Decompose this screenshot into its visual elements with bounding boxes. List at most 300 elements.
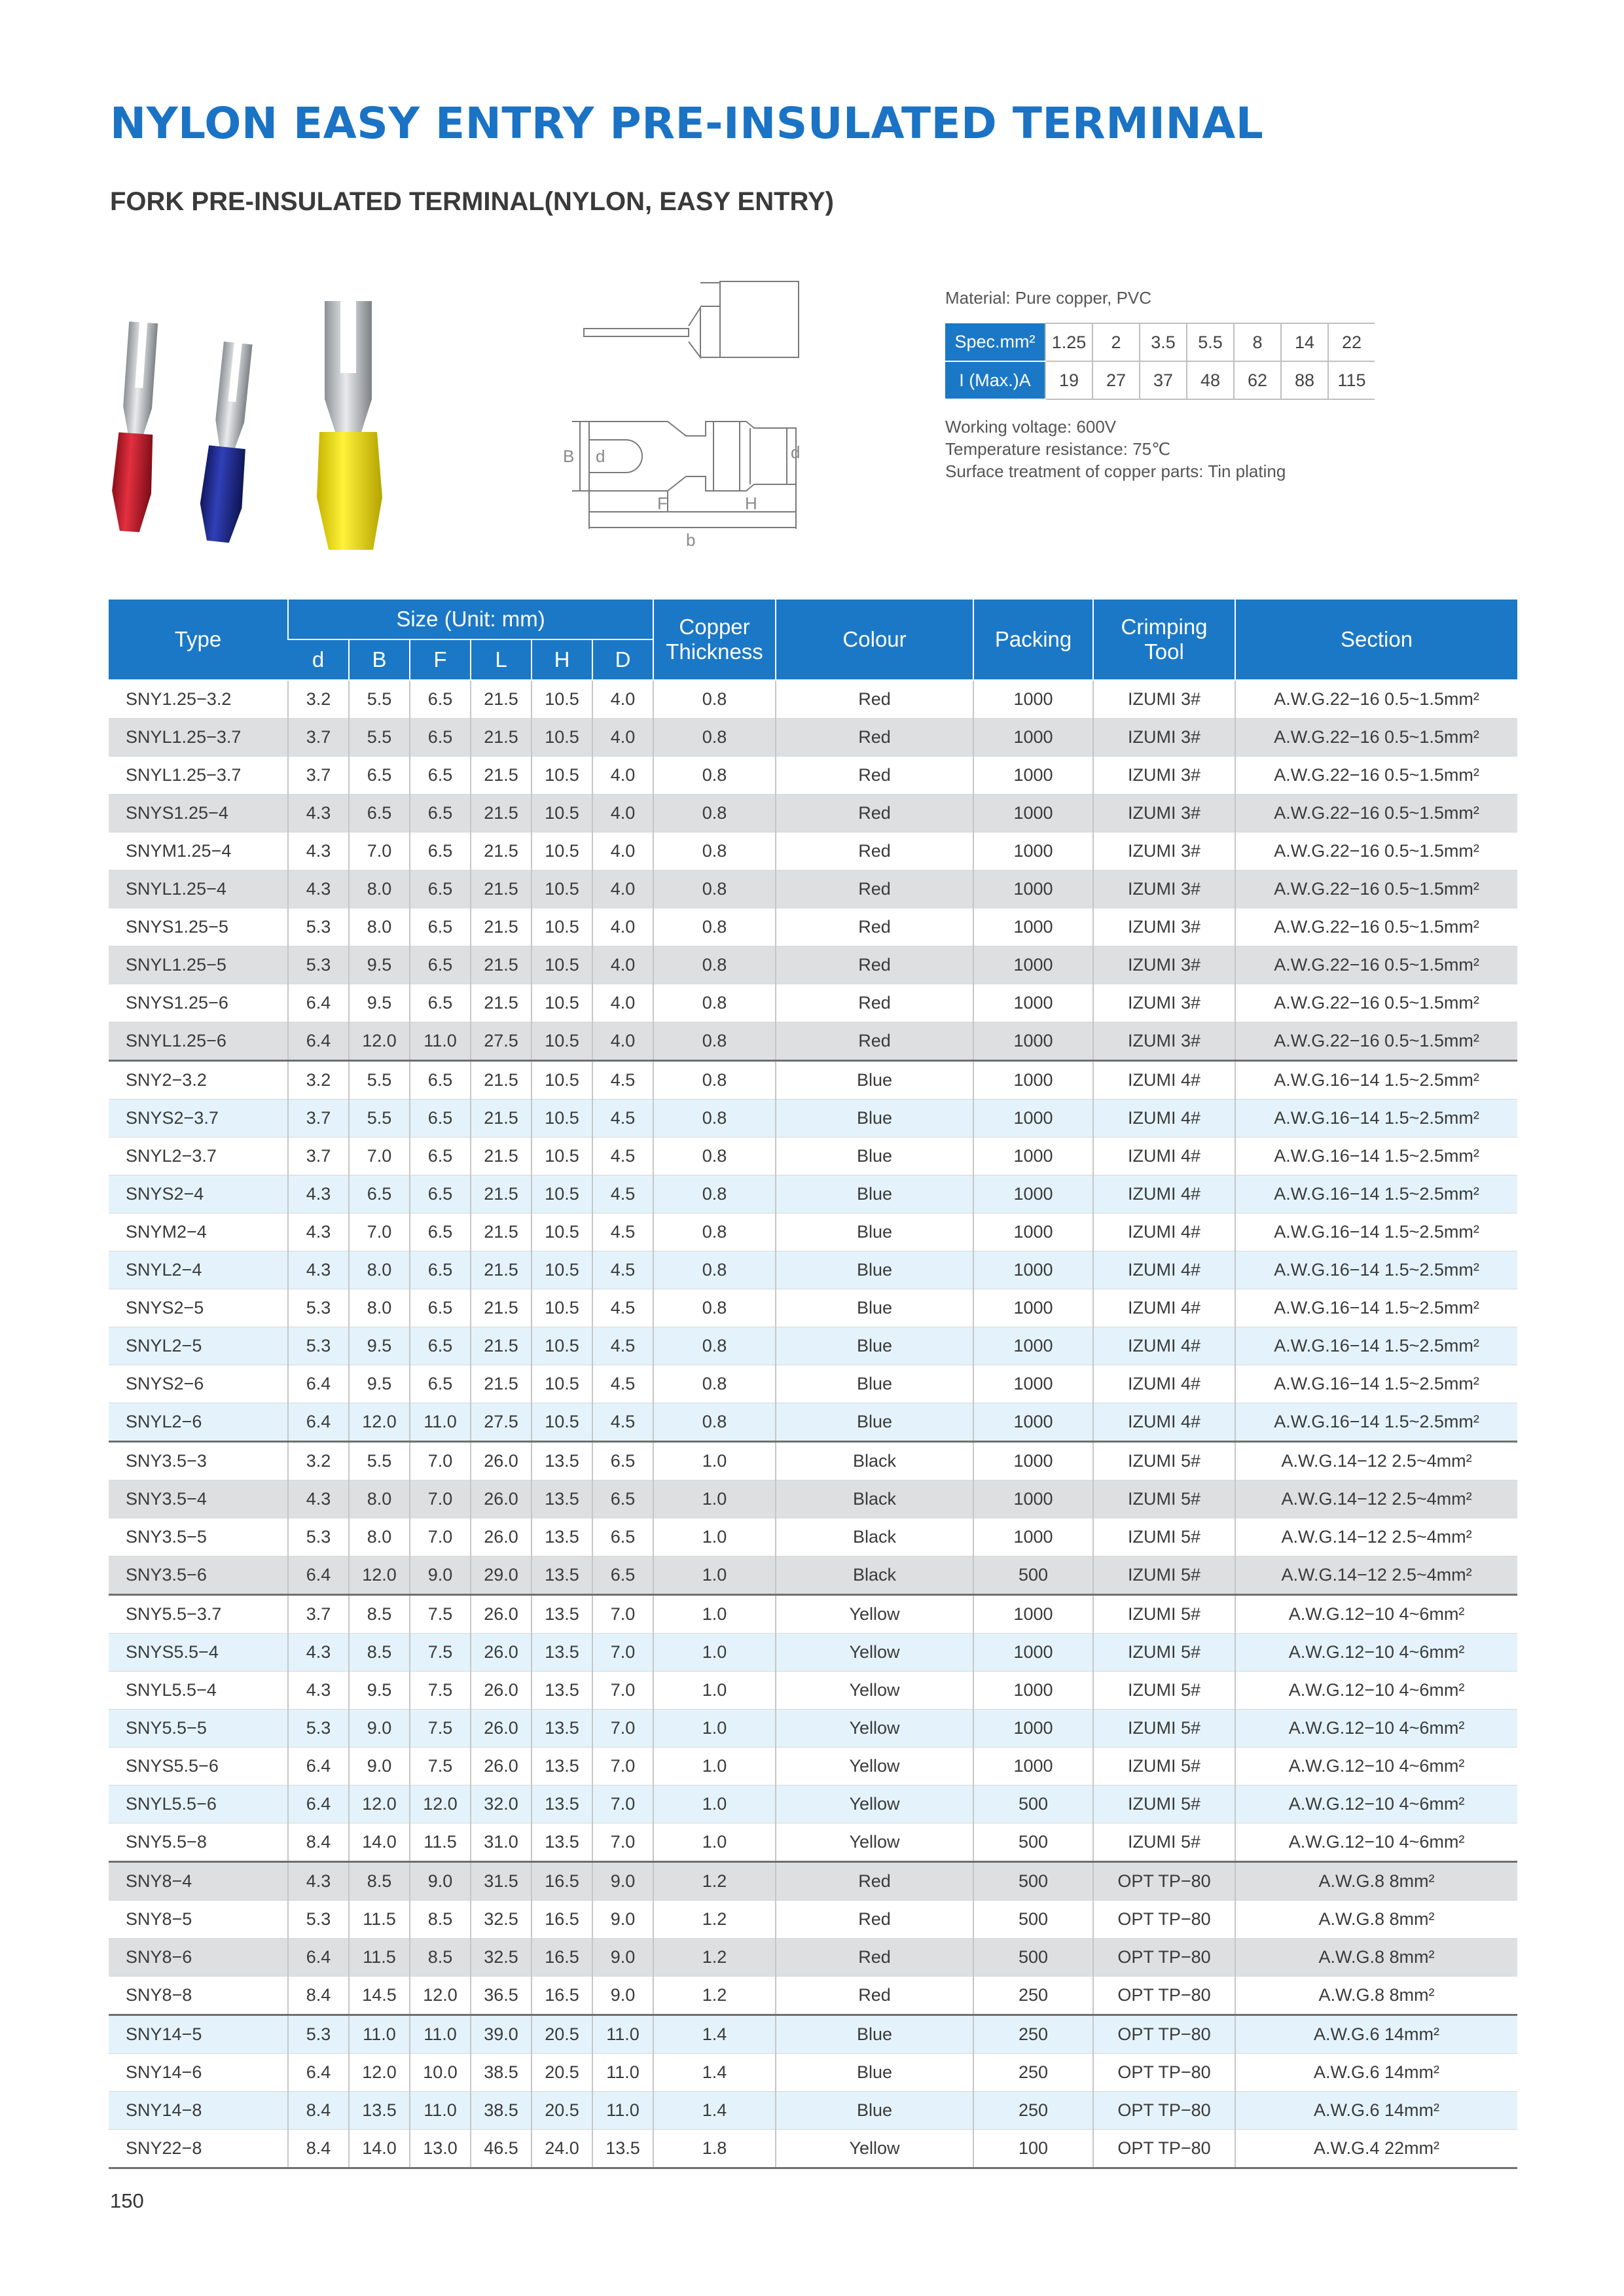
table-cell: SNYL1.25−6 [109, 1022, 288, 1061]
table-cell: 31.5 [471, 1862, 532, 1901]
header-copper-thickness [653, 600, 776, 680]
table-cell: 5.3 [288, 2015, 349, 2054]
table-cell: A.W.G.22−16 0.5~1.5mm² [1235, 680, 1517, 719]
table-cell: 0.8 [653, 1061, 776, 1100]
spec-value: 5.5 [1187, 323, 1234, 361]
table-cell: A.W.G.16−14 1.5~2.5mm² [1235, 1213, 1517, 1251]
table-cell: 1.0 [653, 1823, 776, 1862]
table-cell: 3.7 [288, 719, 349, 757]
table-cell: 26.0 [471, 1672, 532, 1710]
table-cell: A.W.G.16−14 1.5~2.5mm² [1235, 1100, 1517, 1138]
table-cell: 8.4 [288, 1977, 349, 2015]
table-row [109, 1251, 1517, 1289]
table-cell: 8.4 [288, 1823, 349, 1862]
table-cell: 10.5 [532, 1100, 592, 1138]
table-cell: 4.5 [592, 1138, 653, 1175]
spec-value: 2 [1092, 323, 1140, 361]
table-cell: 26.0 [471, 1480, 532, 1518]
table-cell: 7.0 [592, 1823, 653, 1862]
table-cell: 6.5 [349, 795, 410, 833]
table-row [109, 1289, 1517, 1327]
table-cell: 4.3 [288, 795, 349, 833]
table-cell: 21.5 [471, 1327, 532, 1365]
table-cell: 1000 [973, 1327, 1093, 1365]
table-cell: 1.0 [653, 1785, 776, 1823]
table-cell: IZUMI 4# [1093, 1251, 1235, 1289]
table-cell: 10.0 [410, 2054, 471, 2092]
table-cell: IZUMI 4# [1093, 1100, 1235, 1138]
table-cell: IZUMI 3# [1093, 680, 1235, 719]
table-cell: IZUMI 3# [1093, 795, 1235, 833]
table-cell: 4.0 [592, 795, 653, 833]
table-cell: Yellow [776, 1748, 973, 1785]
table-cell: SNYS1.25−5 [109, 908, 288, 946]
table-row [109, 1061, 1517, 1100]
table-cell: 38.5 [471, 2092, 532, 2130]
table-cell: IZUMI 4# [1093, 1403, 1235, 1442]
table-cell: 4.0 [592, 946, 653, 984]
table-cell: 8.5 [349, 1595, 410, 1634]
table-cell: 11.0 [410, 2015, 471, 2054]
table-cell: 7.5 [410, 1748, 471, 1785]
yellow-terminal [317, 301, 382, 550]
table-cell: 13.5 [532, 1634, 592, 1672]
table-cell: 500 [973, 1556, 1093, 1595]
table-cell: 11.0 [349, 2015, 410, 2054]
spec-value: 3.5 [1140, 323, 1187, 361]
table-cell: IZUMI 4# [1093, 1061, 1235, 1100]
table-cell: 5.3 [288, 1901, 349, 1939]
table-cell: 21.5 [471, 1213, 532, 1251]
table-cell: 10.5 [532, 1213, 592, 1251]
table-cell: 6.4 [288, 1365, 349, 1403]
table-cell: 6.5 [410, 1251, 471, 1289]
table-cell: 500 [973, 1901, 1093, 1939]
table-cell: 6.5 [349, 757, 410, 795]
table-cell: 4.5 [592, 1289, 653, 1327]
table-cell: A.W.G.14−12 2.5~4mm² [1235, 1442, 1517, 1480]
table-cell: 8.0 [349, 1251, 410, 1289]
table-cell: 1000 [973, 1595, 1093, 1634]
table-cell: SNYL1.25−5 [109, 946, 288, 984]
table-cell: 7.0 [410, 1442, 471, 1480]
table-cell: 7.5 [410, 1710, 471, 1748]
table-cell: 1.2 [653, 1862, 776, 1901]
header-crimping-line2: Tool [1144, 639, 1184, 664]
dim-d-right: d [791, 442, 801, 462]
header-size-H: H [532, 639, 592, 680]
table-cell: 9.0 [592, 1939, 653, 1977]
table-row [109, 1634, 1517, 1672]
table-cell: 1.0 [653, 1518, 776, 1556]
table-cell: A.W.G.16−14 1.5~2.5mm² [1235, 1251, 1517, 1289]
table-cell: SNY14−5 [109, 2015, 288, 2054]
table-cell: 38.5 [471, 2054, 532, 2092]
table-cell: 8.5 [410, 1939, 471, 1977]
table-cell: 10.5 [532, 1289, 592, 1327]
table-cell: 6.5 [349, 1175, 410, 1213]
table-row [109, 1365, 1517, 1403]
table-cell: 13.5 [532, 1710, 592, 1748]
table-cell: SNY8−6 [109, 1939, 288, 1977]
table-cell: 4.5 [592, 1403, 653, 1442]
spec-value: 8 [1234, 323, 1281, 361]
table-cell: 1000 [973, 1634, 1093, 1672]
table-cell: 9.0 [410, 1556, 471, 1595]
table-cell: 9.0 [592, 1862, 653, 1901]
header-size-F: F [410, 639, 471, 680]
table-cell: A.W.G.22−16 0.5~1.5mm² [1235, 795, 1517, 833]
spec-notes [945, 416, 1375, 482]
table-cell: 10.5 [532, 1251, 592, 1289]
table-cell: A.W.G.22−16 0.5~1.5mm² [1235, 984, 1517, 1022]
table-cell: 9.0 [410, 1862, 471, 1901]
table-cell: A.W.G.14−12 2.5~4mm² [1235, 1480, 1517, 1518]
table-cell: IZUMI 5# [1093, 1518, 1235, 1556]
table-cell: OPT TP−80 [1093, 2092, 1235, 2130]
table-cell: IZUMI 3# [1093, 757, 1235, 795]
table-cell: 4.5 [592, 1365, 653, 1403]
table-cell: A.W.G.8 8mm² [1235, 1939, 1517, 1977]
table-cell: 0.8 [653, 1022, 776, 1061]
table-cell: 1.0 [653, 1595, 776, 1634]
table-cell: OPT TP−80 [1093, 1901, 1235, 1939]
table-row [109, 833, 1517, 870]
table-cell: 6.5 [410, 1365, 471, 1403]
table-cell: Blue [776, 2092, 973, 2130]
table-cell: 0.8 [653, 1403, 776, 1442]
table-cell: 1.8 [653, 2130, 776, 2168]
table-cell: SNYS1.25−6 [109, 984, 288, 1022]
page-number: 150 [110, 2189, 144, 2212]
table-cell: A.W.G.14−12 2.5~4mm² [1235, 1556, 1517, 1595]
table-cell: 20.5 [532, 2054, 592, 2092]
current-value: 37 [1140, 361, 1187, 399]
table-cell: 10.5 [532, 795, 592, 833]
table-cell: IZUMI 5# [1093, 1785, 1235, 1823]
table-cell: 3.7 [288, 1138, 349, 1175]
table-cell: SNY1.25−3.2 [109, 680, 288, 719]
table-row [109, 757, 1517, 795]
table-cell: Red [776, 1977, 973, 2015]
header-size-D: D [592, 639, 653, 680]
table-cell: 250 [973, 2015, 1093, 2054]
table-cell: 26.0 [471, 1518, 532, 1556]
table-cell: IZUMI 5# [1093, 1823, 1235, 1862]
temperature-text: Temperature resistance: 75℃ [945, 439, 1171, 459]
table-cell: IZUMI 4# [1093, 1365, 1235, 1403]
table-cell: 1000 [973, 908, 1093, 946]
table-cell: OPT TP−80 [1093, 1862, 1235, 1901]
table-cell: 13.0 [410, 2130, 471, 2168]
table-cell: Blue [776, 1061, 973, 1100]
table-cell: IZUMI 4# [1093, 1289, 1235, 1327]
header-size-L: L [471, 639, 532, 680]
table-cell: Yellow [776, 1785, 973, 1823]
table-cell: Black [776, 1518, 973, 1556]
table-cell: 4.0 [592, 757, 653, 795]
table-cell: 5.3 [288, 1710, 349, 1748]
table-cell: 13.5 [532, 1785, 592, 1823]
table-cell: 10.5 [532, 908, 592, 946]
table-row [109, 1901, 1517, 1939]
table-cell: SNY8−4 [109, 1862, 288, 1901]
table-cell: Yellow [776, 1823, 973, 1862]
table-cell: 4.0 [592, 680, 653, 719]
table-cell: 13.5 [532, 1672, 592, 1710]
table-cell: A.W.G.22−16 0.5~1.5mm² [1235, 833, 1517, 870]
table-cell: Blue [776, 1213, 973, 1251]
table-cell: 9.0 [592, 1901, 653, 1939]
table-cell: 7.0 [349, 1138, 410, 1175]
current-value: 48 [1187, 361, 1234, 399]
table-cell: 7.0 [410, 1518, 471, 1556]
table-cell: A.W.G.12−10 4~6mm² [1235, 1672, 1517, 1710]
table-cell: 1000 [973, 1365, 1093, 1403]
table-cell: SNY14−6 [109, 2054, 288, 2092]
table-cell: 11.0 [410, 2092, 471, 2130]
table-cell: SNY3.5−4 [109, 1480, 288, 1518]
table-cell: 4.3 [288, 1251, 349, 1289]
table-cell: 6.5 [592, 1480, 653, 1518]
table-cell: 9.5 [349, 1672, 410, 1710]
table-cell: 26.0 [471, 1710, 532, 1748]
table-cell: 0.8 [653, 1327, 776, 1365]
table-cell: 8.0 [349, 1480, 410, 1518]
header-colour: Colour [776, 600, 973, 680]
table-cell: SNY3.5−5 [109, 1518, 288, 1556]
table-cell: 0.8 [653, 984, 776, 1022]
table-cell: A.W.G.16−14 1.5~2.5mm² [1235, 1365, 1517, 1403]
table-cell: 31.0 [471, 1823, 532, 1862]
table-cell: 1.0 [653, 1634, 776, 1672]
table-cell: 5.5 [349, 719, 410, 757]
table-cell: 3.2 [288, 680, 349, 719]
table-cell: 6.4 [288, 1403, 349, 1442]
table-cell: 11.0 [592, 2092, 653, 2130]
table-cell: IZUMI 5# [1093, 1710, 1235, 1748]
dim-b: b [686, 530, 696, 550]
table-cell: 6.5 [410, 757, 471, 795]
table-cell: 10.5 [532, 1138, 592, 1175]
table-cell: 4.5 [592, 1175, 653, 1213]
table-cell: 7.0 [349, 1213, 410, 1251]
table-cell: Blue [776, 1289, 973, 1327]
table-cell: SNYS2−4 [109, 1175, 288, 1213]
table-cell: IZUMI 5# [1093, 1595, 1235, 1634]
table-cell: SNY8−8 [109, 1977, 288, 2015]
table-cell: 0.8 [653, 1138, 776, 1175]
header-type: Type [109, 600, 288, 680]
table-cell: 0.8 [653, 833, 776, 870]
table-cell: 6.5 [410, 795, 471, 833]
table-cell: 4.0 [592, 870, 653, 908]
table-row [109, 1100, 1517, 1138]
table-row [109, 870, 1517, 908]
table-cell: Red [776, 870, 973, 908]
table-cell: 21.5 [471, 1061, 532, 1100]
table-row [109, 1977, 1517, 2015]
table-cell: 0.8 [653, 908, 776, 946]
spec-row [945, 323, 1375, 361]
table-cell: IZUMI 4# [1093, 1138, 1235, 1175]
table-cell: 3.2 [288, 1442, 349, 1480]
table-cell: 0.8 [653, 1251, 776, 1289]
table-cell: 4.0 [592, 719, 653, 757]
table-cell: SNYS2−3.7 [109, 1100, 288, 1138]
table-cell: OPT TP−80 [1093, 1977, 1235, 2015]
table-cell: SNY3.5−3 [109, 1442, 288, 1480]
table-cell: 1000 [973, 1710, 1093, 1748]
table-cell: 8.0 [349, 1518, 410, 1556]
material-text: Material: Pure copper, PVC [945, 288, 1152, 308]
table-row [109, 1403, 1517, 1442]
table-cell: 6.4 [288, 1939, 349, 1977]
table-cell: 5.5 [349, 1061, 410, 1100]
table-cell: A.W.G.12−10 4~6mm² [1235, 1595, 1517, 1634]
table-cell: 4.5 [592, 1213, 653, 1251]
table-cell: 12.0 [349, 1785, 410, 1823]
table-cell: 10.5 [532, 984, 592, 1022]
table-cell: A.W.G.16−14 1.5~2.5mm² [1235, 1403, 1517, 1442]
table-cell: 1.2 [653, 1939, 776, 1977]
table-cell: 4.5 [592, 1327, 653, 1365]
table-cell: SNYM2−4 [109, 1213, 288, 1251]
table-cell: 14.5 [349, 1977, 410, 2015]
table-cell: A.W.G.22−16 0.5~1.5mm² [1235, 719, 1517, 757]
table-cell: IZUMI 5# [1093, 1480, 1235, 1518]
table-cell: 13.5 [532, 1748, 592, 1785]
table-cell: 0.8 [653, 680, 776, 719]
table-cell: 21.5 [471, 1289, 532, 1327]
table-cell: 4.5 [592, 1100, 653, 1138]
table-cell: 12.0 [410, 1785, 471, 1823]
table-cell: 21.5 [471, 795, 532, 833]
table-cell: 1000 [973, 1100, 1093, 1138]
header-row [109, 600, 1517, 639]
table-cell: 7.0 [592, 1672, 653, 1710]
table-cell: Yellow [776, 1595, 973, 1634]
table-cell: Yellow [776, 2130, 973, 2168]
table-cell: Black [776, 1442, 973, 1480]
table-cell: Red [776, 946, 973, 984]
table-cell: 1000 [973, 833, 1093, 870]
table-cell: 1.0 [653, 1748, 776, 1785]
voltage-text: Working voltage: 600V [945, 417, 1117, 437]
table-cell: 5.3 [288, 908, 349, 946]
table-cell: 500 [973, 1862, 1093, 1901]
table-cell: IZUMI 4# [1093, 1213, 1235, 1251]
current-label: I (Max.)A [945, 361, 1045, 399]
table-cell: 27.5 [471, 1022, 532, 1061]
table-cell: Red [776, 719, 973, 757]
table-cell: 1000 [973, 1138, 1093, 1175]
header-crimping-tool [1093, 600, 1235, 680]
table-cell: 1000 [973, 1022, 1093, 1061]
table-cell: OPT TP−80 [1093, 2015, 1235, 2054]
page-title: NYLON EASY ENTRY PRE-INSULATED TERMINAL [110, 98, 1264, 149]
table-cell: 5.5 [349, 680, 410, 719]
table-cell: 1000 [973, 719, 1093, 757]
table-cell: Red [776, 908, 973, 946]
table-cell: Blue [776, 1251, 973, 1289]
table-cell: 10.5 [532, 1403, 592, 1442]
table-cell: 16.5 [532, 1901, 592, 1939]
table-cell: 6.5 [410, 946, 471, 984]
table-cell: 26.0 [471, 1595, 532, 1634]
table-cell: 6.5 [410, 719, 471, 757]
table-cell: 26.0 [471, 1442, 532, 1480]
table-cell: OPT TP−80 [1093, 1939, 1235, 1977]
dim-B: B [563, 446, 575, 466]
table-cell: 21.5 [471, 870, 532, 908]
table-cell: SNYL1.25−3.7 [109, 719, 288, 757]
table-cell: A.W.G.6 14mm² [1235, 2092, 1517, 2130]
row-group [109, 1442, 1517, 1595]
table-row [109, 2130, 1517, 2168]
table-cell: 21.5 [471, 833, 532, 870]
spec-value: 1.25 [1045, 323, 1092, 361]
table-cell: 10.5 [532, 946, 592, 984]
table-cell: SNYL5.5−6 [109, 1785, 288, 1823]
table-cell: Red [776, 1862, 973, 1901]
table-cell: 6.4 [288, 1748, 349, 1785]
table-row [109, 1823, 1517, 1862]
table-cell: 39.0 [471, 2015, 532, 2054]
table-cell: Red [776, 1022, 973, 1061]
table-cell: 1.0 [653, 1710, 776, 1748]
table-cell: Blue [776, 2054, 973, 2092]
table-cell: 5.3 [288, 946, 349, 984]
table-cell: 1000 [973, 1748, 1093, 1785]
table-cell: 500 [973, 1823, 1093, 1862]
table-cell: 21.5 [471, 946, 532, 984]
row-group [109, 1595, 1517, 1862]
table-cell: 20.5 [532, 2092, 592, 2130]
table-cell: 4.0 [592, 833, 653, 870]
table-cell: 1000 [973, 1061, 1093, 1100]
table-cell: 13.5 [532, 1823, 592, 1862]
table-row [109, 1175, 1517, 1213]
table-cell: 4.3 [288, 1862, 349, 1901]
table-cell: 13.5 [592, 2130, 653, 2168]
table-cell: 21.5 [471, 908, 532, 946]
table-cell: IZUMI 5# [1093, 1634, 1235, 1672]
subtitle: FORK PRE-INSULATED TERMINAL(NYLON, EASY ENTRY) [110, 187, 834, 216]
table-cell: 8.0 [349, 908, 410, 946]
table-cell: Yellow [776, 1634, 973, 1672]
table-cell: A.W.G.14−12 2.5~4mm² [1235, 1518, 1517, 1556]
spec-value: 14 [1281, 323, 1328, 361]
table-cell: 6.4 [288, 2054, 349, 2092]
table-cell: 11.5 [410, 1823, 471, 1862]
table-row [109, 1480, 1517, 1518]
table-cell: 1.0 [653, 1480, 776, 1518]
table-cell: A.W.G.12−10 4~6mm² [1235, 1710, 1517, 1748]
table-cell: 500 [973, 1939, 1093, 1977]
table-cell: 4.3 [288, 1634, 349, 1672]
table-cell: 500 [973, 1785, 1093, 1823]
table-cell: IZUMI 3# [1093, 1022, 1235, 1061]
table-row [109, 795, 1517, 833]
table-row [109, 1672, 1517, 1710]
table-cell: 250 [973, 2092, 1093, 2130]
table-cell: OPT TP−80 [1093, 2054, 1235, 2092]
table-cell: 9.0 [349, 1710, 410, 1748]
table-cell: A.W.G.16−14 1.5~2.5mm² [1235, 1289, 1517, 1327]
table-cell: SNY14−8 [109, 2092, 288, 2130]
table-cell: 46.5 [471, 2130, 532, 2168]
